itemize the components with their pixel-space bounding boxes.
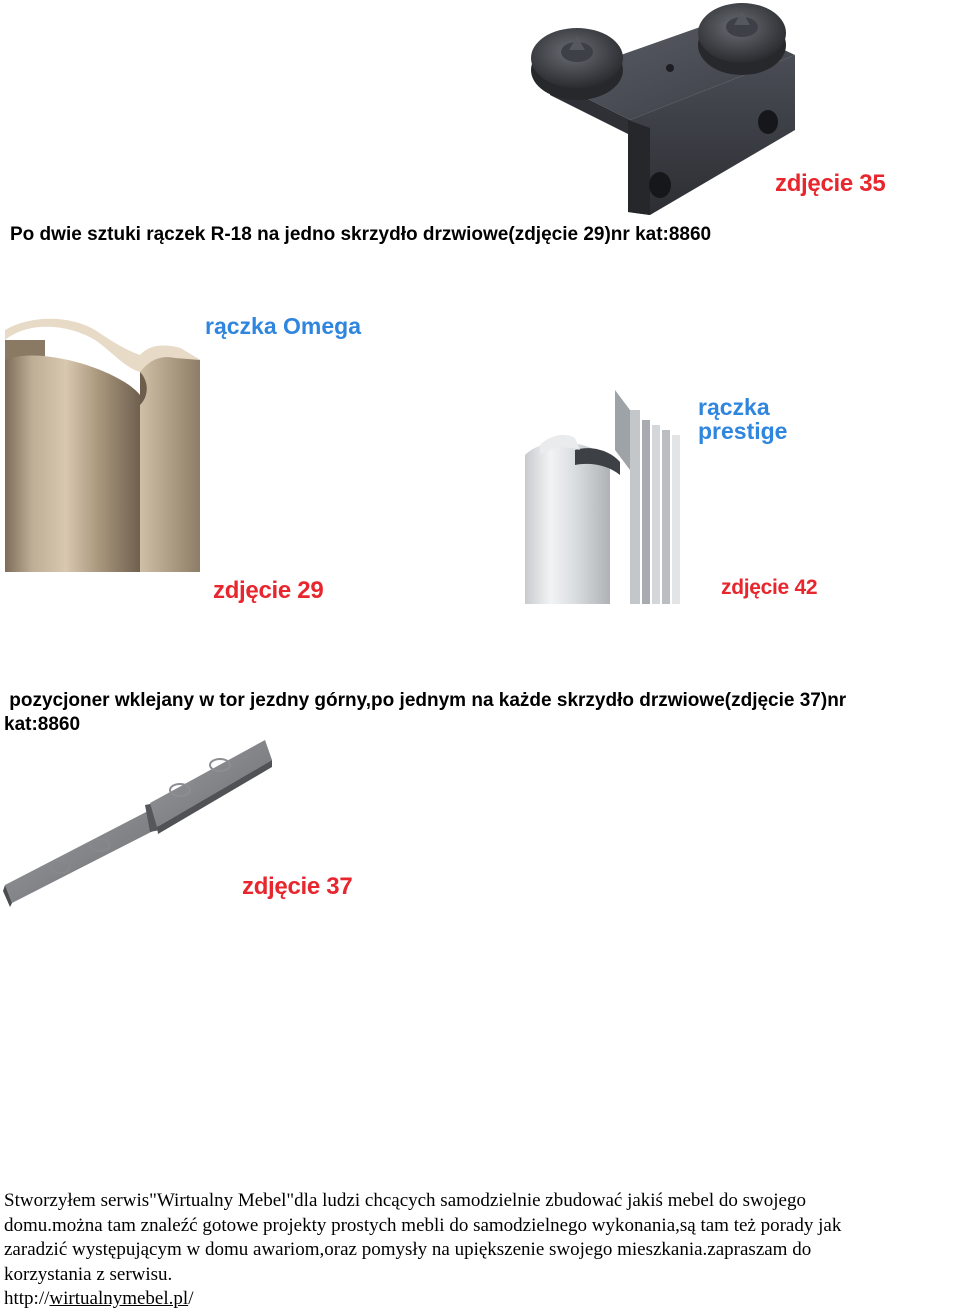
photo-42-title-line2: prestige: [698, 418, 788, 444]
footer-line-3: zaradzić występującym w domu awariom,oraz pomysły na upiększenie swojego mieszkania.zapraszam do: [4, 1239, 812, 1260]
photo-42-caption: zdjęcie 42: [721, 576, 818, 599]
photo-35-caption: zdjęcie 35: [775, 170, 886, 197]
footer-line-4: korzystania z serwisu.: [4, 1263, 173, 1285]
omega-handle-profile-icon: [0, 300, 205, 572]
handles-paragraph: Po dwie sztuki rączek R-18 na jedno skrzydło drzwiowe(zdjęcie 29)nr kat:8860: [10, 224, 712, 245]
photo-29: [0, 300, 420, 610]
photo-37: [0, 735, 420, 915]
footer-line-1: Stworzyłem serwis"Wirtualny Mebel"dla ludzi chcących samodzielnie zbudować jakiś mebel do swojego: [4, 1190, 806, 1211]
photo-29-title: rączka Omega: [205, 313, 361, 339]
photo-29-caption: zdjęcie 29: [213, 577, 324, 604]
photo-35: [520, 0, 960, 222]
positioner-paragraph-line1: pozycjoner wklejany w tor jezdny górny,po jednym na każde skrzydło drzwiowe(zdjęcie 37)nr: [4, 690, 847, 711]
prestige-handle-profile-icon: [520, 390, 685, 604]
sliding-door-guide-bracket-icon: [520, 0, 810, 222]
footer-paragraph: [4, 1189, 956, 1312]
photo-37-caption: zdjęcie 37: [242, 873, 353, 900]
positioner-paragraph-line2: kat:8860: [4, 714, 81, 735]
photo-42-title-line1: rączka: [698, 394, 770, 420]
link-suffix: /: [188, 1288, 194, 1309]
wirtualnymebel-link[interactable]: wirtualnymebel.pl: [49, 1288, 189, 1309]
photo-42: [520, 390, 840, 610]
track-positioner-strip-icon: [0, 735, 280, 907]
footer-line-2: domu.można tam znaleźć gotowe projekty prostych mebli do samodzielnego wykonania,są tam też porady jak: [4, 1214, 842, 1236]
footer-link-line: [4, 1287, 956, 1312]
link-prefix: http://: [4, 1288, 50, 1309]
